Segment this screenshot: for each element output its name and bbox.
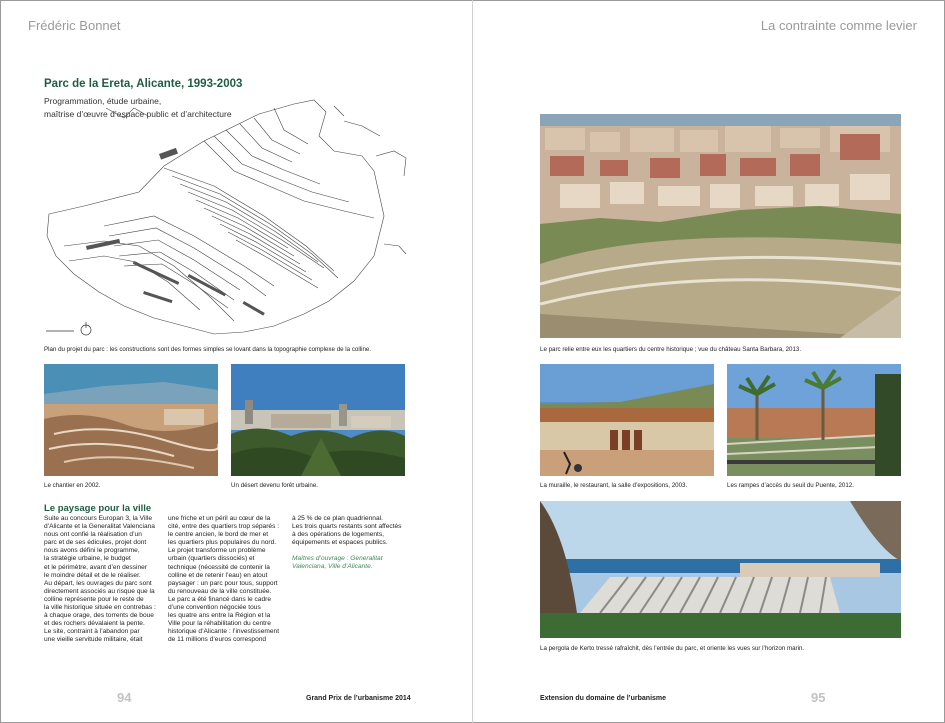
body-line: le centre ancien, le bord de mer et: [168, 531, 269, 539]
footer-left-title: Grand Prix de l’urbanisme 2014: [306, 695, 411, 702]
photo-pergola: [540, 501, 901, 638]
body-line: Au départ, les ouvrages du parc sont: [44, 579, 152, 587]
caption-aerial: Le parc relie entre eux les quartiers du centre historique ; vue du château Santa Barbara, 2013.: [540, 346, 802, 353]
body-line: colline et de retenir l’eau) en atout: [168, 571, 268, 579]
body-line: Le projet transforme un problème: [168, 547, 266, 555]
photo-construction-2002: [44, 364, 218, 476]
page-gutter: [472, 0, 473, 723]
body-line: urbain (quartiers dissociés) et: [168, 555, 255, 563]
photo-access-ramps: [727, 364, 901, 476]
caption-construction: Le chantier en 2002.: [44, 482, 101, 489]
body-line: Ville pour la réhabilitation du centre: [168, 620, 271, 628]
body-column-2: [168, 515, 290, 645]
caption-wall: La muraille, le restaurant, la salle d’expositions, 2003.: [540, 482, 688, 489]
footer-right-title: Extension du domaine de l’urbanisme: [540, 695, 667, 702]
credit-line: Valenciana, Ville d’Alicante.: [292, 563, 373, 571]
body-line: les quatre ans entre la Région et la: [168, 612, 271, 620]
page-number-left: 94: [117, 690, 132, 705]
body-line: équipements et espaces publics.: [292, 539, 388, 547]
body-line: Le site, contraint à l’abandon par: [44, 628, 140, 636]
body-column-3: [292, 515, 417, 572]
body-line: de 11 millions d’euros correspond: [168, 636, 267, 644]
subtitle-line: maîtrise d’œuvre d’espace public et d’architecture: [44, 109, 232, 119]
body-line: colline représente pour le reste de: [44, 595, 144, 603]
body-line: à des opérations de logements,: [292, 531, 385, 539]
photo-urban-forest: [231, 364, 405, 476]
body-line: le moindre détail et de le réaliser.: [44, 571, 141, 579]
body-line: et le périmètre, avant d’en dessiner: [44, 563, 147, 571]
body-line: une friche et un péril au cœur de la: [168, 515, 271, 522]
body-line: cité, entre des quartiers trop séparés :: [168, 523, 280, 531]
body-line: Les trois quarts restants sont affectés: [292, 523, 402, 531]
body-line: les quartiers plus populaires du nord.: [168, 539, 277, 547]
body-line: et des rochers dévalaient la pente.: [44, 620, 145, 628]
project-title: Parc de la Ereta, Alicante, 1993-2003: [44, 78, 243, 90]
page-number-right: 95: [811, 690, 826, 705]
section-title: Le paysage pour la ville: [44, 503, 152, 514]
running-head-chapter: La contrainte comme levier: [760, 18, 917, 33]
caption-ramps: Les rampes d’accès du seuil du Puente, 2012.: [727, 482, 854, 489]
body-line: parc et de ses édicules, projet dont: [44, 539, 147, 547]
running-head-author: Frédéric Bonnet: [28, 18, 121, 33]
body-line: directement associés au risque que la: [44, 587, 155, 595]
photo-wall-restaurant: [540, 364, 714, 476]
body-line: la stratégie urbaine, le budget: [44, 555, 131, 563]
body-line: d’une convention négociée tous: [168, 604, 261, 612]
caption-forest: Un désert devenu forêt urbaine.: [231, 482, 319, 489]
body-line: paysager : un parc pour tous, support: [168, 579, 278, 587]
body-column-1: [44, 515, 164, 645]
body-line: une vieille servitude militaire, était: [44, 636, 143, 644]
body-line: Suite au concours Europan 3, la Ville: [44, 515, 153, 522]
body-line: d’Alicante et la Generalitat Valenciana: [44, 523, 155, 531]
caption-pergola: La pergola de Kerto tressé rafraîchit, dès l’entrée du parc, et oriente les vues sur l’horizon marin.: [540, 645, 805, 652]
body-line: la ville historique située en contrebas :: [44, 604, 156, 612]
body-line: technique (nécessité de contenir la: [168, 563, 270, 571]
site-plan-drawing: [44, 96, 412, 341]
body-line: nous avons défini le programme,: [44, 547, 140, 555]
body-line: historique d’Alicante : l’investissement: [168, 628, 280, 636]
photo-aerial-city: [540, 114, 901, 338]
body-line: Le parc a été financé dans le cadre: [168, 595, 272, 603]
body-line: à 25 % de ce plan quadriennal.: [292, 515, 383, 522]
subtitle-line: Programmation, étude urbaine,: [44, 96, 162, 106]
body-line: à chaque orage, des torrents de boue: [44, 612, 154, 620]
caption-plan: Plan du projet du parc : les constructions sont des formes simples se lovant dans la topographie complexe de la colline.: [44, 346, 372, 353]
body-line: nous ont confié la réalisation d’un: [44, 531, 142, 539]
body-line: du renouveau de la ville constituée.: [168, 587, 272, 595]
credit-line: Maîtres d’ouvrage : Generalitat: [292, 555, 383, 563]
